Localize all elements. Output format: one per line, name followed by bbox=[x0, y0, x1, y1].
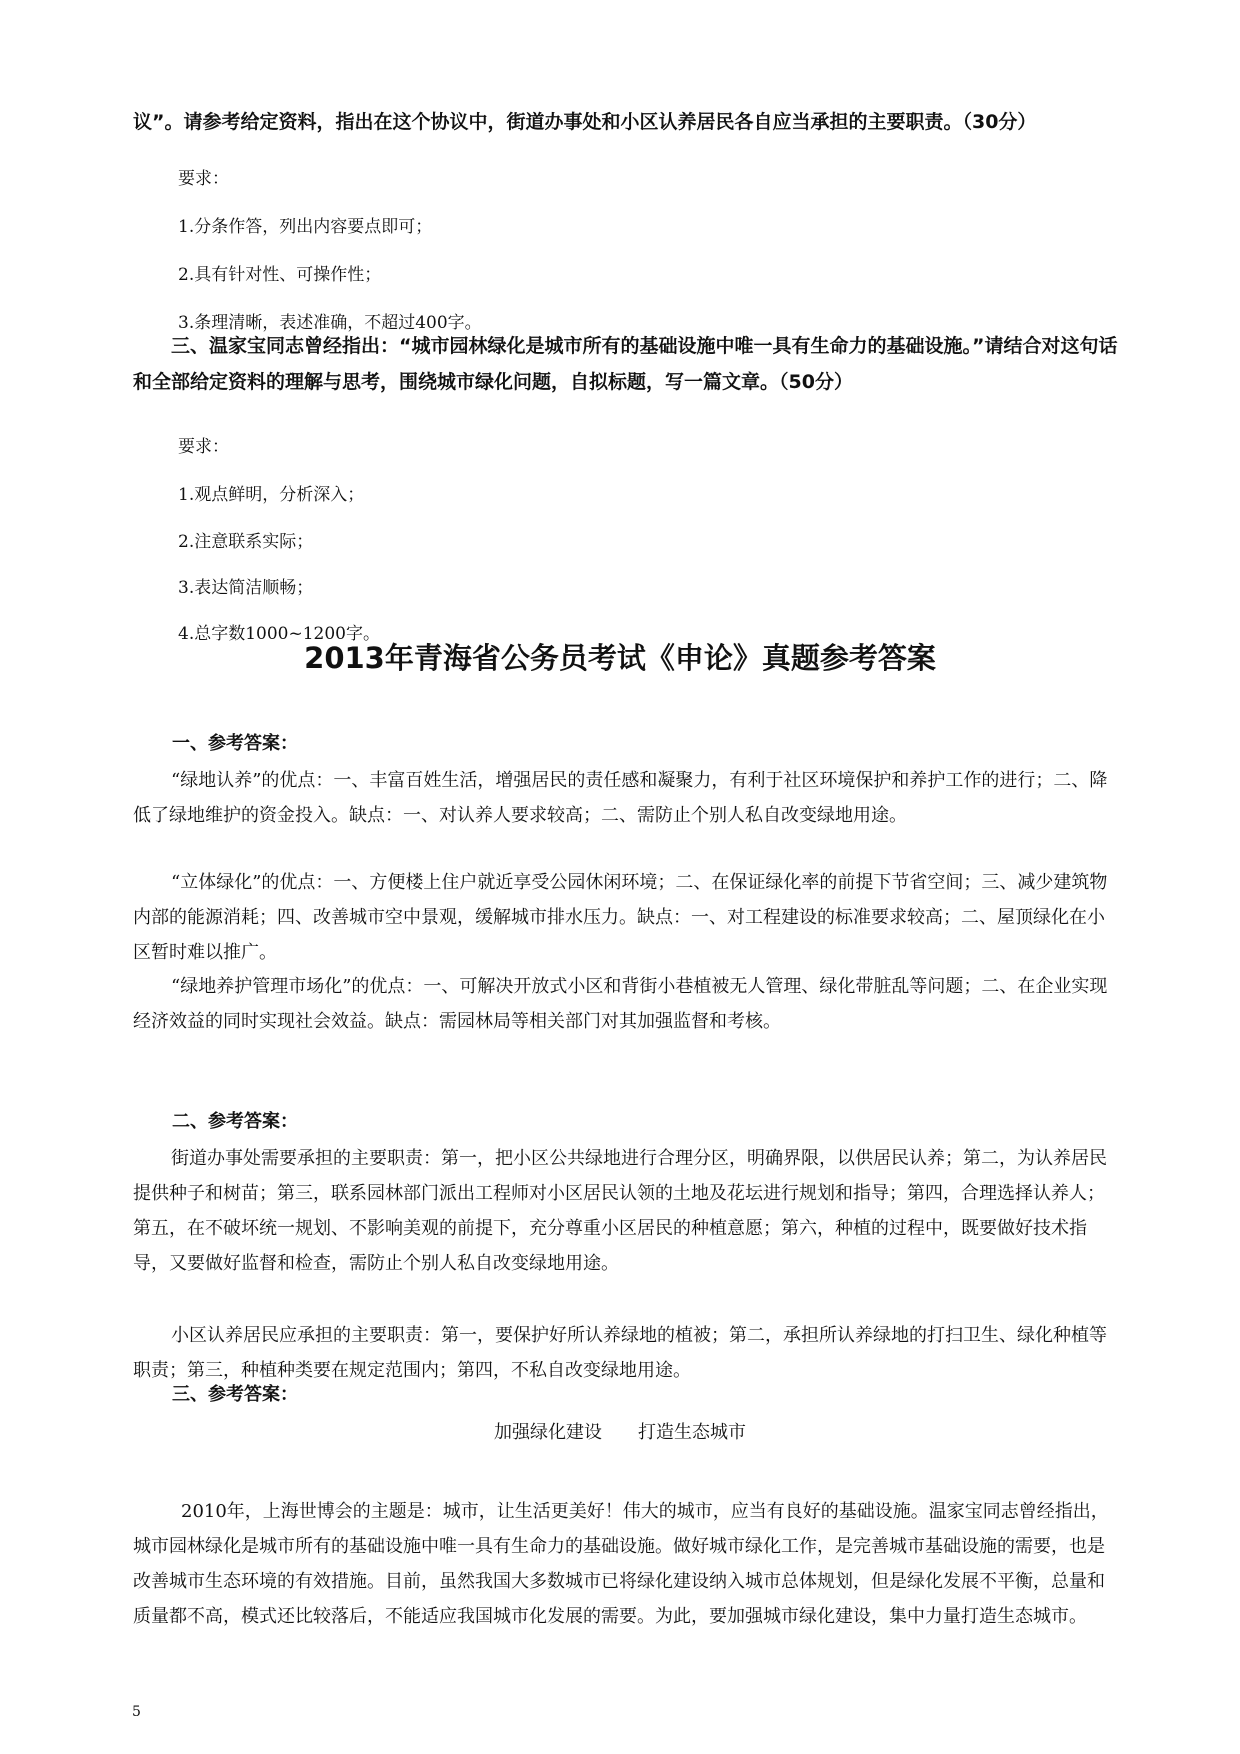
page-number: 5 bbox=[132, 1704, 141, 1720]
question-2-tail: 议”。请参考给定资料，指出在这个协议中，街道办事处和小区认养居民各自应当承担的主要职责。（30分） bbox=[133, 111, 1037, 133]
requirement-item: 4.总字数1000~1200字。 bbox=[178, 624, 380, 644]
requirement-item: 2.具有针对性、可操作性； bbox=[178, 265, 382, 285]
requirements-label: 要求： bbox=[178, 169, 229, 189]
answer-1-paragraph: “绿地认养”的优点：一、丰富百姓生活，增强居民的责任感和凝聚力，有利于社区环境保护和养护工作的进行；二、降低了绿地维护的资金投入。缺点：一、对认养人要求较高；二、需防止个别人私自改变绿地用途。 bbox=[133, 770, 1108, 826]
essay-paragraph: 2010年，上海世博会的主题是：城市，让生活更美好！伟大的城市，应当有良好的基础设施。温家宝同志曾经指出，城市园林绿化是城市所有的基础设施中唯一具有生命力的基础设施。做好城市绿化工作，是完善城市基础设施的需要，也是改善城市生态环境的有效措施。目前，虽然我国大多数城市已将绿化建设纳入城市总体规划，但是绿化发展不平衡，总量和质量都不高，模式还比较落后，不能适应我国城市化发展的需要。为此，要加强城市绿化建设，集中力量打造生态城市。 bbox=[133, 1501, 1109, 1627]
answer-3-heading: 三、参考答案： bbox=[172, 1384, 298, 1405]
requirement-item: 3.表达简洁顺畅； bbox=[178, 578, 314, 598]
requirement-item: 1.观点鲜明，分析深入； bbox=[178, 485, 365, 505]
answer-1-paragraph: “立体绿化”的优点：一、方便楼上住户就近享受公园休闲环境；二、在保证绿化率的前提下节省空间；三、减少建筑物内部的能源消耗；四、改善城市空中景观，缓解城市排水压力。缺点：一、对工程建设的标准要求较高；二、屋顶绿化在小区暂时难以推广。 bbox=[133, 872, 1108, 963]
requirement-item: 2.注意联系实际； bbox=[178, 532, 314, 552]
requirements-label: 要求： bbox=[178, 437, 229, 457]
requirement-item: 1.分条作答，列出内容要点即可； bbox=[178, 217, 433, 237]
answer-1-heading: 一、参考答案： bbox=[172, 733, 298, 754]
question-3: 三、温家宝同志曾经指出：“城市园林绿化是城市所有的基础设施中唯一具有生命力的基础设施。”请结合对这句话和全部给定资料的理解与思考，围绕城市绿化问题，自拟标题，写一篇文章。（50分） bbox=[133, 335, 1118, 393]
requirement-item: 3.条理清晰，表述准确，不超过400字。 bbox=[178, 313, 482, 333]
answer-2-paragraph: 小区认养居民应承担的主要职责：第一，要保护好所认养绿地的植被；第二，承担所认养绿地的打扫卫生、绿化种植等职责；第三，种植种类要在规定范围内；第四，不私自改变绿地用途。 bbox=[133, 1325, 1107, 1381]
answer-2-heading: 二、参考答案： bbox=[172, 1111, 298, 1132]
essay-title: 加强绿化建设 打造生态城市 bbox=[494, 1422, 746, 1443]
answer-2-paragraph: 街道办事处需要承担的主要职责：第一，把小区公共绿地进行合理分区，明确界限，以供居民认养；第二，为认养居民提供种子和树苗；第三，联系园林部门派出工程师对小区居民认领的土地及花坛进行规划和指导；第四，合理选择认养人；第五，在不破坏统一规划、不影响美观的前提下，充分尊重小区居民的种植意愿；第六，种植的过程中，既要做好技术指导，又要做好监督和检查，需防止个别人私自改变绿地用途。 bbox=[133, 1148, 1107, 1274]
answer-1-paragraph: “绿地养护管理市场化”的优点：一、可解决开放式小区和背街小巷植被无人管理、绿化带脏乱等问题；二、在企业实现经济效益的同时实现社会效益。缺点：需园林局等相关部门对其加强监督和考核。 bbox=[133, 976, 1108, 1032]
answers-title: 2013年青海省公务员考试《申论》真题参考答案 bbox=[304, 641, 936, 675]
